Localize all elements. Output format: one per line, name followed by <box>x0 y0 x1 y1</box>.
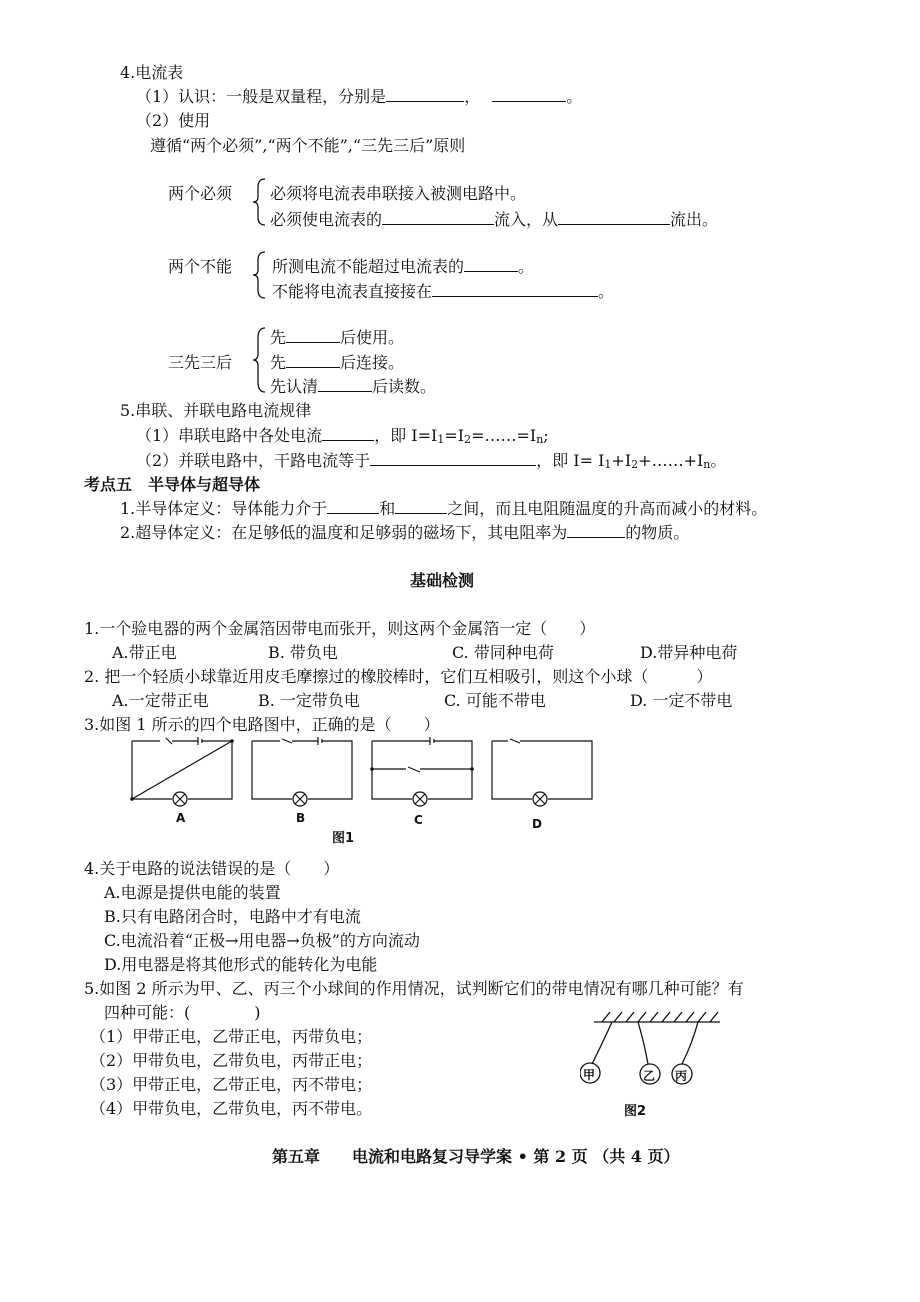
fig1-label-d: D <box>532 817 542 831</box>
law-series <box>136 426 549 450</box>
q5-line-2: 四种可能：( ) <box>104 1003 261 1022</box>
q1-opt-a: A.带正电 <box>112 643 177 662</box>
fig2-caption: 图2 <box>624 1104 647 1119</box>
semi-c: 之间，而且电阻随温度的升高而减小的材料。 <box>447 499 768 518</box>
sub-1: 1 <box>604 458 612 471</box>
must-2c: 流出。 <box>670 210 719 229</box>
sub-1: 1 <box>437 433 445 446</box>
q5-opt-1: （1）甲带正电，乙带正电，丙带负电； <box>90 1027 373 1046</box>
parallel-e: 。 <box>710 451 727 470</box>
q3: 3.如图 1 所示的四个电路图中，正确的是（ ） <box>84 715 440 734</box>
sub-n: n <box>703 458 711 471</box>
sub-2: 2 <box>631 458 639 471</box>
q2-opt-c: C. 可能不带电 <box>444 691 546 710</box>
super-a: 2.超导体定义：在足够低的温度和足够弱的磁场下，其电阻率为 <box>120 523 568 542</box>
blank <box>370 451 536 466</box>
series-a: （1）串联电路中各处电流 <box>136 426 323 445</box>
parallel-b: ，即 I= I <box>536 451 605 470</box>
fig1-label-b: B <box>296 811 306 825</box>
three-1 <box>270 328 404 348</box>
three-1b: 后使用。 <box>340 328 405 347</box>
q2-opt-d: D. 一定不带电 <box>630 691 733 710</box>
circuit-d <box>492 739 592 806</box>
cannot-1a: 所测电流不能超过电流表的 <box>272 257 465 276</box>
fig1-caption: 图1 <box>332 831 355 846</box>
q4-opt-c: C.电流沿着“正极→用电器→负极”的方向流动 <box>104 931 420 950</box>
must-label: 两个必须 <box>168 184 233 203</box>
law-parallel <box>136 451 726 475</box>
blank <box>382 210 494 225</box>
ammeter-recognize <box>136 87 582 107</box>
comma: ， <box>464 87 481 106</box>
q2-opt-a: A.一定带正电 <box>112 691 209 710</box>
point5-heading: 考点五 半导体与超导体 <box>84 475 261 494</box>
ammeter-heading: 4.电流表 <box>120 63 184 82</box>
basic-title: 基础检测 <box>410 571 475 590</box>
blank <box>432 282 598 297</box>
brace-icon <box>252 177 268 227</box>
parallel-d: +……+I <box>638 451 704 470</box>
brace-icon <box>252 250 268 300</box>
q2-opt-b: B. 一定带负电 <box>258 691 360 710</box>
sub-n: n <box>536 433 544 446</box>
cannot-1b: 。 <box>518 257 535 276</box>
blank <box>322 426 374 441</box>
three-3b: 后读数。 <box>372 377 437 396</box>
blank <box>386 87 464 102</box>
blank <box>327 499 379 514</box>
q1-opt-c: C. 带同种电荷 <box>452 643 554 662</box>
blank <box>567 523 625 538</box>
series-d: =……=I <box>471 426 537 445</box>
blank <box>286 353 340 368</box>
q5-opt-2: （2）甲带负电，乙带负电，丙带正电； <box>90 1051 373 1070</box>
law-heading: 5.串联、并联电路电流规律 <box>120 401 312 420</box>
super-definition <box>120 523 689 543</box>
q5-line-1: 5.如图 2 所示为甲、乙、丙三个小球间的作用情况，试判断它们的带电情况有哪几种可能？有 <box>84 979 744 998</box>
series-e: ; <box>543 426 549 445</box>
blank <box>464 257 518 272</box>
three-2 <box>270 353 404 373</box>
ball-yi: 乙 <box>643 1069 656 1083</box>
page-footer: 第五章 电流和电路复习导学案 • 第 2 页 （共 4 页） <box>272 1147 680 1166</box>
q5-opt-3: （3）甲带正电，乙带正电，丙不带电； <box>90 1075 373 1094</box>
circuit-a <box>132 737 232 806</box>
q5-opt-4: （4）甲带负电，乙带负电，丙不带电。 <box>90 1099 373 1118</box>
ball-jia: 甲 <box>583 1068 596 1082</box>
three-3 <box>270 377 436 397</box>
q2: 2. 把一个轻质小球靠近用皮毛摩擦过的橡胶棒时，它们互相吸引，则这个小球（ ） <box>84 667 713 686</box>
must-2b: 流入，从 <box>494 210 559 229</box>
must-2a: 必须使电流表的 <box>270 210 383 229</box>
brace-icon <box>252 326 268 394</box>
q1-opt-b: B. 带负电 <box>268 643 338 662</box>
must-2 <box>270 210 718 230</box>
three-2a: 先 <box>270 353 287 372</box>
q4: 4.关于电路的说法错误的是（ ） <box>84 859 340 878</box>
blank <box>286 328 340 343</box>
blank <box>558 210 670 225</box>
blank <box>318 377 372 392</box>
circuit-b <box>252 737 352 806</box>
fig1-label-c: C <box>414 813 423 827</box>
parallel-a: （2）并联电路中，干路电流等于 <box>136 451 371 470</box>
parallel-c: +I <box>611 451 632 470</box>
ammeter-principle: 遵循“两个必须”,“两个不能”,“三先三后”原则 <box>150 136 466 155</box>
semi-a: 1.半导体定义：导体能力介于 <box>120 499 328 518</box>
q1-opt-d: D.带异种电荷 <box>640 643 738 662</box>
q1: 1.一个验电器的两个金属箔因带电而张开，则这两个金属箔一定（ ） <box>84 619 596 638</box>
cannot-2 <box>272 282 614 302</box>
three-2b: 后连接。 <box>340 353 405 372</box>
series-b: ，即 I=I <box>374 426 438 445</box>
three-1a: 先 <box>270 328 287 347</box>
ammeter-use: （2）使用 <box>136 111 211 130</box>
semi-b: 和 <box>379 499 396 518</box>
super-b: 的物质。 <box>625 523 690 542</box>
three-label: 三先三后 <box>168 353 233 372</box>
blank <box>492 87 566 102</box>
cannot-2b: 。 <box>598 282 615 301</box>
fig1-label-a: A <box>176 811 186 825</box>
circuit-c <box>372 737 472 806</box>
ball-bing: 丙 <box>675 1069 688 1083</box>
q4-opt-a: A.电源是提供电能的装置 <box>104 883 281 902</box>
must-1: 必须将电流表串联接入被测电路中。 <box>270 184 527 203</box>
recognize-text: （1）认识：一般是双量程，分别是 <box>136 87 387 106</box>
blank <box>395 499 447 514</box>
three-3a: 先认清 <box>270 377 319 396</box>
cannot-label: 两个不能 <box>168 257 233 276</box>
q4-opt-b: B.只有电路闭合时，电路中才有电流 <box>104 907 361 926</box>
period: 。 <box>566 87 583 106</box>
cannot-1 <box>272 257 534 277</box>
series-c: =I <box>444 426 465 445</box>
semi-definition <box>120 499 767 519</box>
cannot-2a: 不能将电流表直接接在 <box>272 282 433 301</box>
q4-opt-d: D.用电器是将其他形式的能转化为电能 <box>104 955 378 974</box>
sub-2: 2 <box>464 433 472 446</box>
